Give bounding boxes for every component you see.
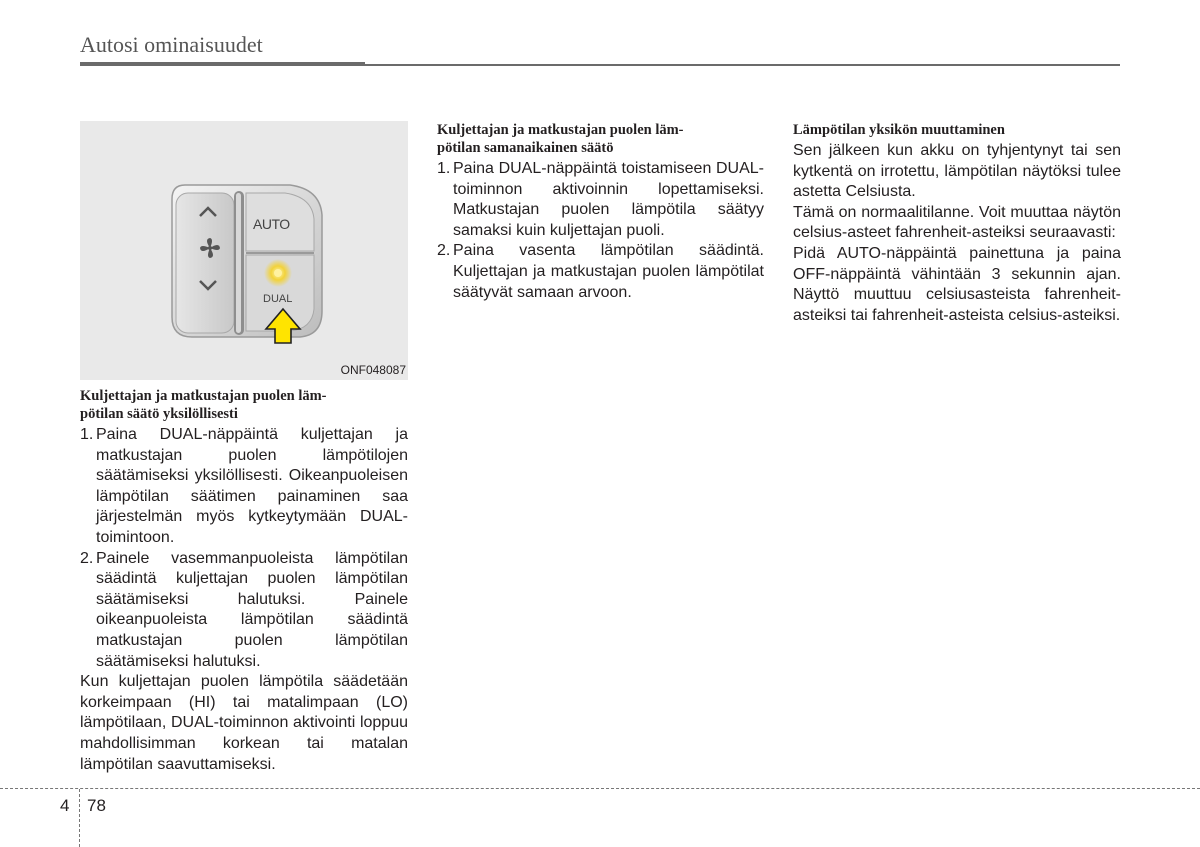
header-rule-thin xyxy=(365,64,1120,66)
item-text: Painele vasemmanpuoleista lämpötilan säädintä kuljettajan puolen lämpötilan säätämiseksi halutuksi. Painele oikeanpuoleista lämpötilan säädintä matkustajan puolen lämpötilan säätämiseksi halutuksi. xyxy=(96,549,408,670)
page-number: 78 xyxy=(87,796,106,815)
left-column xyxy=(80,387,408,775)
footer-dashed-divider xyxy=(79,789,80,847)
right-paragraph-3: Pidä AUTO-näppäintä painettuna ja paina OFF-näppäintä vähintään 3 sekunnin ajan. Näyttö muuttuu celsiusasteista fahrenheit-asteiksi tai fahrenheit-asteista celsius-asteiksi. xyxy=(793,244,1121,324)
right-column xyxy=(793,121,1121,326)
dual-label: DUAL xyxy=(263,293,293,305)
right-paragraph-1: Sen jälkeen kun akku on tyhjentynyt tai sen kytkentä on irrotettu, lämpötilan näytöksi tulee astetta Celsiusta. xyxy=(793,142,1121,201)
item-number: 1. xyxy=(80,426,94,443)
dual-button-illustration xyxy=(80,121,408,380)
list-item xyxy=(437,241,764,303)
middle-heading xyxy=(437,121,764,157)
header-rule-thick xyxy=(80,62,365,66)
right-paragraph-2: Tämä on normaalitilanne. Voit muuttaa näytön celsius-asteet fahrenheit-asteiksi seuraavasti: xyxy=(793,203,1121,242)
climate-control-figure xyxy=(80,121,408,380)
auto-label: AUTO xyxy=(253,216,290,232)
middle-heading-line1: Kuljettajan ja matkustajan puolen läm- xyxy=(437,122,684,138)
figure-code: ONF048087 xyxy=(340,363,406,377)
middle-heading-line2: pötilan samanaikainen säätö xyxy=(437,140,614,156)
list-item xyxy=(80,549,408,673)
right-heading: Lämpötilan yksikön muuttaminen xyxy=(793,122,1005,138)
left-heading-line1: Kuljettajan ja matkustajan puolen läm- xyxy=(80,388,327,404)
list-item xyxy=(437,159,764,241)
item-text: Paina DUAL-näppäintä kuljettajan ja matkustajan puolen lämpötilojen säätämiseksi yksilöllisesti. Oikeanpuoleisen lämpötilan säätimen painaminen saa järjestelmän myös kytkeytymään DUAL-toimintoon. xyxy=(96,426,408,546)
chapter-number: 4 xyxy=(60,796,70,815)
item-number: 2. xyxy=(437,242,451,260)
footer-dashed-rule xyxy=(0,788,1200,789)
item-text: Paina DUAL-näppäintä toistamiseen DUAL-toiminnon aktivoinnin lopettamiseksi. Matkustajan puolen lämpötila säätyy samaksi kuin kuljettajan puoli. xyxy=(453,160,764,239)
left-heading-line2: pötilan säätö yksilöllisesti xyxy=(80,406,238,422)
item-number: 2. xyxy=(80,549,94,567)
left-paragraph: Kun kuljettajan puolen lämpötila säädetään korkeimpaan (HI) tai matalimpaan (LO) lämpötilaan, DUAL-toiminnon aktivointi loppuu mahdollisimman korkean tai matalan lämpötilan saavuttamiseksi. xyxy=(80,673,408,773)
page-header-title: Autosi ominaisuudet xyxy=(80,32,263,57)
fan-rocker xyxy=(176,193,234,333)
item-number: 1. xyxy=(437,160,451,177)
list-item xyxy=(80,425,408,549)
left-heading xyxy=(80,387,408,423)
item-text: Paina vasenta lämpötilan säädintä. Kuljettajan ja matkustajan puolen lämpötilat säätyvät samaan arvoon. xyxy=(453,242,764,301)
middle-column xyxy=(437,121,764,303)
